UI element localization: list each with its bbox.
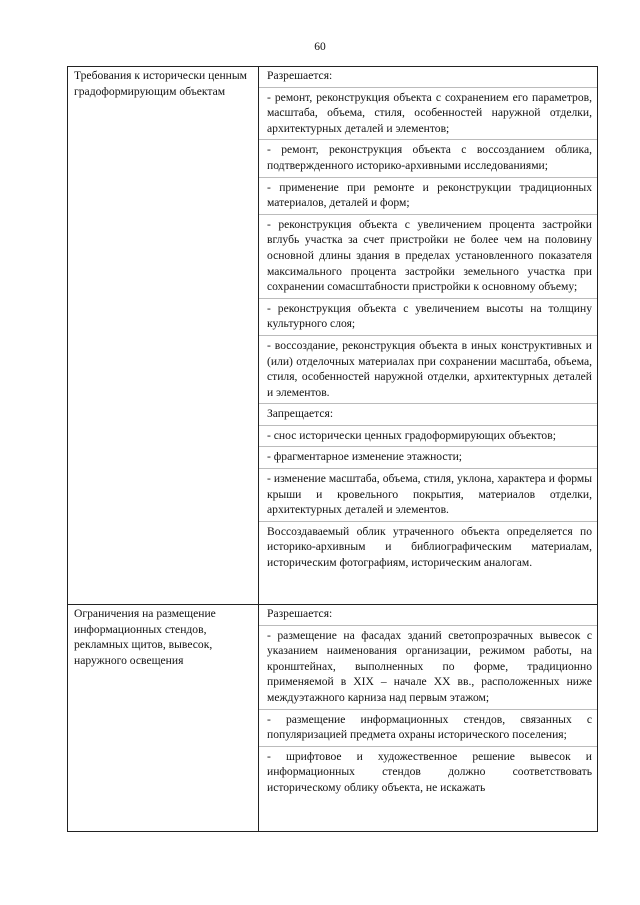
list-item: - ремонт, реконструкция объекта с сохранением его параметров, масштаба, объема, стиля, особенностей наружной отделки, архитектурных деталей и элементов;: [259, 88, 597, 141]
list-item: - ремонт, реконструкция объекта с воссозданием облика, подтвержденного историко-архивными исследованиями;: [259, 140, 597, 177]
requirements-table: [67, 66, 598, 832]
list-item: - размещение на фасадах зданий светопрозрачных вывесок с указанием наименования организации, режимом работы, на кронштейнах, выполненных по форме, традиционно применяемой в XIX – начале XX вв., расположенных ниже междуэтажного карниза над первым этажом;: [259, 626, 597, 710]
table-row: [68, 67, 598, 605]
list-item: - изменение масштаба, объема, стиля, уклона, характера и формы крыши и кровельного покрытия, материалов отделки, архитектурных деталей и элементов.: [259, 469, 597, 522]
section-heading-forbidden: Запрещается:: [259, 404, 597, 426]
row-content-cell: [259, 67, 598, 605]
list-item: - шрифтовое и художественное решение вывесок и информационных стендов должно соответствовать историческому облику объекта, не искажать: [267, 749, 592, 794]
row-content-cell: [259, 605, 598, 832]
list-item: - воссоздание, реконструкция объекта в иных конструктивных и (или) отделочных материалах при сохранении масштаба, объема, стиля, особенностей наружной отделки, архитектурных деталей и элементов.: [259, 336, 597, 404]
row-content: [259, 605, 597, 829]
page-number: 60: [314, 41, 326, 53]
list-item: - снос исторически ценных градоформирующих объектов;: [259, 426, 597, 448]
section-heading-allowed: Разрешается:: [259, 605, 597, 626]
list-item: - фрагментарное изменение этажности;: [259, 447, 597, 469]
list-item: - применение при ремонте и реконструкции традиционных материалов, деталей и форм;: [259, 178, 597, 215]
row-heading-cell: [68, 605, 259, 832]
section-heading-allowed: Разрешается:: [259, 67, 597, 88]
row-heading: Ограничения на размещение информационных стендов, рекламных щитов, вывесок, наружного освещения: [74, 607, 216, 667]
row-heading: Требования к исторически ценным градоформирующим объектам: [74, 69, 248, 98]
list-item: - реконструкция объекта с увеличением высоты на толщину культурного слоя;: [259, 299, 597, 336]
row-heading-cell: [68, 67, 259, 605]
closing-paragraph: Воссоздаваемый облик утраченного объекта определяется по историко-архивным и библиографическим материалам, историческим фотографиям, историческим аналогам.: [267, 524, 592, 570]
list-item: - реконструкция объекта с увеличением процента застройки вглубь участка за счет пристройки не более чем на половину основной длины здания в пределах установленного показателя максимального процента застройки земельного участка при сохранении сомасштабности пристройки к основному объему;: [259, 215, 597, 299]
table-row: [68, 605, 598, 832]
list-item: - размещение информационных стендов, связанных с популяризацией предмета охраны исторического поселения;: [259, 710, 597, 747]
